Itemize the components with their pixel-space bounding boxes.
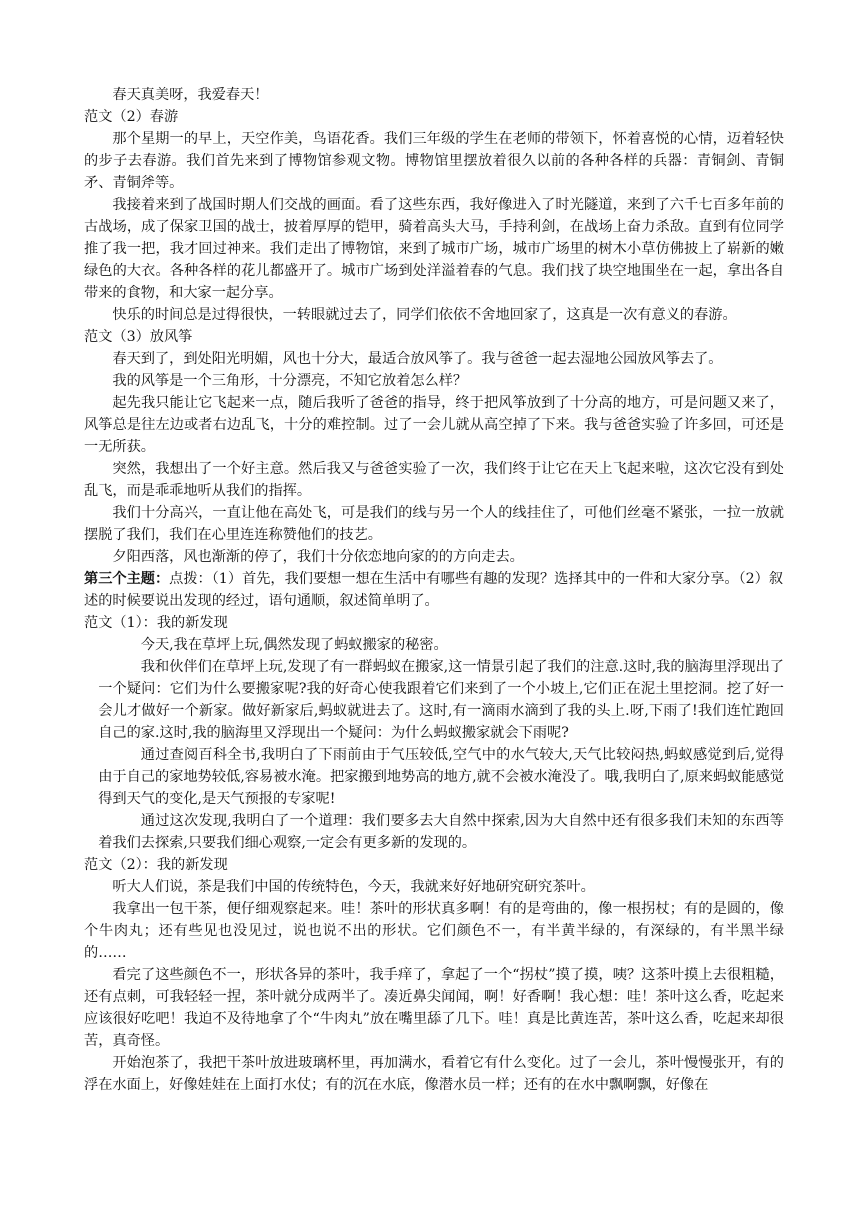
paragraph: 我们十分高兴，一直让他在高处飞，可是我们的线与另一个人的线挂住了，可他们丝毫不紧张，一拉一放就摆脱了我们，我们在心里连连称赞他们的技艺。 (84, 505, 784, 543)
paragraph: 突然，我想出了一个好主意。然后我又与爸爸实验了一次，我们终于让它在天上飞起来啦，这次它没有到处乱飞，而是乖乖地听从我们的指挥。 (84, 461, 784, 499)
paragraph: 春天到了，到处阳光明媚，风也十分大，最适合放风筝了。我与爸爸一起去湿地公园放风筝去了。 (112, 351, 723, 367)
paragraph: 快乐的时间总是过得很快，一转眼就过去了，同学们依依不舍地回家了，这真是一次有意义的春游。 (112, 307, 737, 323)
section-heading: 范文（2）：我的新发现 (84, 857, 228, 873)
section-heading: 范文（3）放风筝 (84, 329, 193, 345)
paragraph: 起先我只能让它飞起来一点，随后我听了爸爸的指导，终于把风筝放到了十分高的地方，可是问题又来了，风筝总是往左边或者右边乱飞，十分的难控制。过了一会儿就从高空掉了下来。我与爸爸实验了许多回，可还是一无所获。 (84, 395, 784, 455)
paragraph: 开始泡茶了，我把干茶叶放进玻璃杯里，再加满水，看着它有什么变化。过了一会儿，茶叶慢慢张开，有的浮在水面上，好像娃娃在上面打水仗；有的沉在水底，像潜水员一样；还有的在水中飘啊飘，好像在 (84, 1055, 784, 1093)
paragraph: 听大人们说，茶是我们中国的传统特色，今天，我就来好好地研究研究茶叶。 (112, 879, 595, 895)
paragraph: 我的风筝是一个三角形，十分漂亮，不知它放着怎么样？ (112, 373, 468, 389)
paragraph: 看完了这些颜色不一，形状各异的茶叶，我手痒了，拿起了一个“拐杖”摸了摸，咦？这茶叶摸上去很粗糙，还有点刺，可我轻轻一捏，茶叶就分成两半了。凑近鼻尖闻闻，啊！好香啊！我心想：哇！茶叶这么香，吃起来应该很好吃吧！我迫不及待地拿了个“牛肉丸”放在嘴里舔了几下。哇！真是比黄连苦，茶叶这么香，吃起来却很苦，真奇怪。 (84, 967, 784, 1049)
paragraph: 春天真美呀，我爱春天！ (112, 87, 269, 103)
paragraph: 我接着来到了战国时期人们交战的画面。看了这些东西，我好像进入了时光隧道，来到了六千七百多年前的古战场，成了保家卫国的战士，披着厚厚的铠甲，骑着高头大马，手持利剑，在战场上奋力杀敌。直到有位同学推了我一把，我才回过神来。我们走出了博物馆，来到了城市广场，城市广场里的树木小草仿佛披上了崭新的嫩绿色的大衣。各种各样的花儿都盛开了。城市广场到处洋溢着春的气息。我们找了块空地围坐在一起，拿出各自带来的食物，和大家一起分享。 (84, 197, 784, 301)
paragraph: 我拿出一包干茶，便仔细观察起来。哇！茶叶的形状真多啊！有的是弯曲的，像一根拐杖；有的是圆的，像个牛肉丸；还有些见也没见过，说也说不出的形状。它们颜色不一，有半黄半绿的，有深绿的，有半黑半绿的…… (84, 901, 784, 961)
theme-text: 点拨：（1）首先，我们要想一想在生活中有哪些有趣的发现？选择其中的一件和大家分享。（2）叙述的时候要说出发现的经过，语句通顺，叙述简单明了。 (84, 571, 784, 609)
paragraph: 我和伙伴们在草坪上玩,发现了有一群蚂蚁在搬家,这一情景引起了我们的注意.这时,我的脑海里浮现出了一个疑问：它们为什么要搬家呢?我的好奇心使我跟着它们来到了一个小坡上,它们正在泥土里挖洞。挖了好一会儿才做好一个新家。做好新家后,蚂蚁就进去了。这时,有一滴雨水滴到了我的头上.呀,下雨了!我们连忙跑回自己的家.这时,我的脑海里又浮现出一个疑问：为什么蚂蚁搬家就会下雨呢? (98, 659, 784, 741)
paragraph: 通过查阅百科全书,我明白了下雨前由于气压较低,空气中的水气较大,天气比较闷热,蚂蚁感觉到后,觉得由于自己的家地势较低,容易被水淹。把家搬到地势高的地方,就不会被水淹没了。哦,我明白了,原来蚂蚁能感觉得到天气的变化,是天气预报的专家呢! (98, 747, 784, 807)
theme-heading (84, 568, 784, 612)
paragraph: 今天,我在草坪上玩,偶然发现了蚂蚁搬家的秘密。 (140, 637, 448, 653)
theme-label: 第三个主题： (84, 571, 170, 587)
paragraph: 夕阳西落，风也渐渐的停了，我们十分依恋地向家的的方向走去。 (112, 549, 524, 565)
section-heading: 范文（1）：我的新发现 (84, 615, 228, 631)
paragraph: 那个星期一的早上，天空作美，鸟语花香。我们三年级的学生在老师的带领下，怀着喜悦的心情，迈着轻快的步子去春游。我们首先来到了博物馆参观文物。博物馆里摆放着很久以前的各种各样的兵器：青铜剑、青铜矛、青铜斧等。 (84, 131, 784, 191)
paragraph: 通过这次发现,我明白了一个道理：我们要多去大自然中探索,因为大自然中还有很多我们未知的东西等着我们去探索,只要我们细心观察,一定会有更多新的发现的。 (98, 813, 784, 851)
section-heading: 范文（2）春游 (84, 109, 179, 125)
